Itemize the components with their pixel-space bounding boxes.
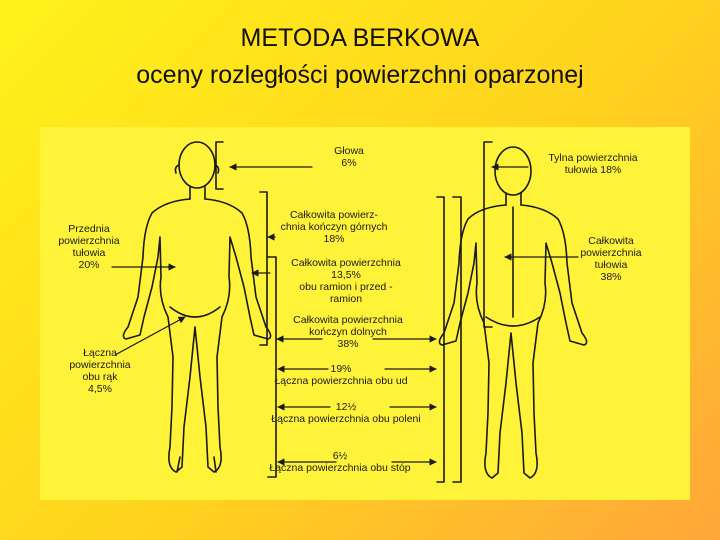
label-head: Głowa 6%: [334, 145, 364, 169]
label-torso-total: Całkowita powierzchnia tułowia 38%: [580, 235, 642, 283]
label-shins: 12½ Łączna powierzchnia obu poleni: [271, 401, 421, 425]
label-upper-limbs: Całkowita powierz- chnia kończyn górnych 18%: [280, 209, 388, 245]
berkow-diagram: [40, 127, 690, 500]
label-lower-limbs: Całkowita powierzchnia kończyn dolnych 38%: [293, 314, 403, 350]
label-back-torso: Tylna powierzchnia tułowia 18%: [548, 152, 638, 176]
label-thighs: 19% Łączna powierzchnia obu ud: [274, 363, 408, 387]
label-feet: 6½ Łączna powierzchnia obu stóp: [269, 450, 411, 474]
label-arms-forearms: Całkowita powierzchnia 13,5% obu ramion i przed - ramion: [291, 257, 401, 305]
label-front-torso: Przednia powierzchnia tułowia 20%: [58, 223, 120, 271]
slide-title: METODA BERKOWA: [240, 24, 480, 52]
slide-subtitle: oceny rozległości powierzchni oparzonej: [136, 61, 584, 89]
label-hands: Łączna powierzchnia obu rąk 4,5%: [69, 347, 131, 395]
